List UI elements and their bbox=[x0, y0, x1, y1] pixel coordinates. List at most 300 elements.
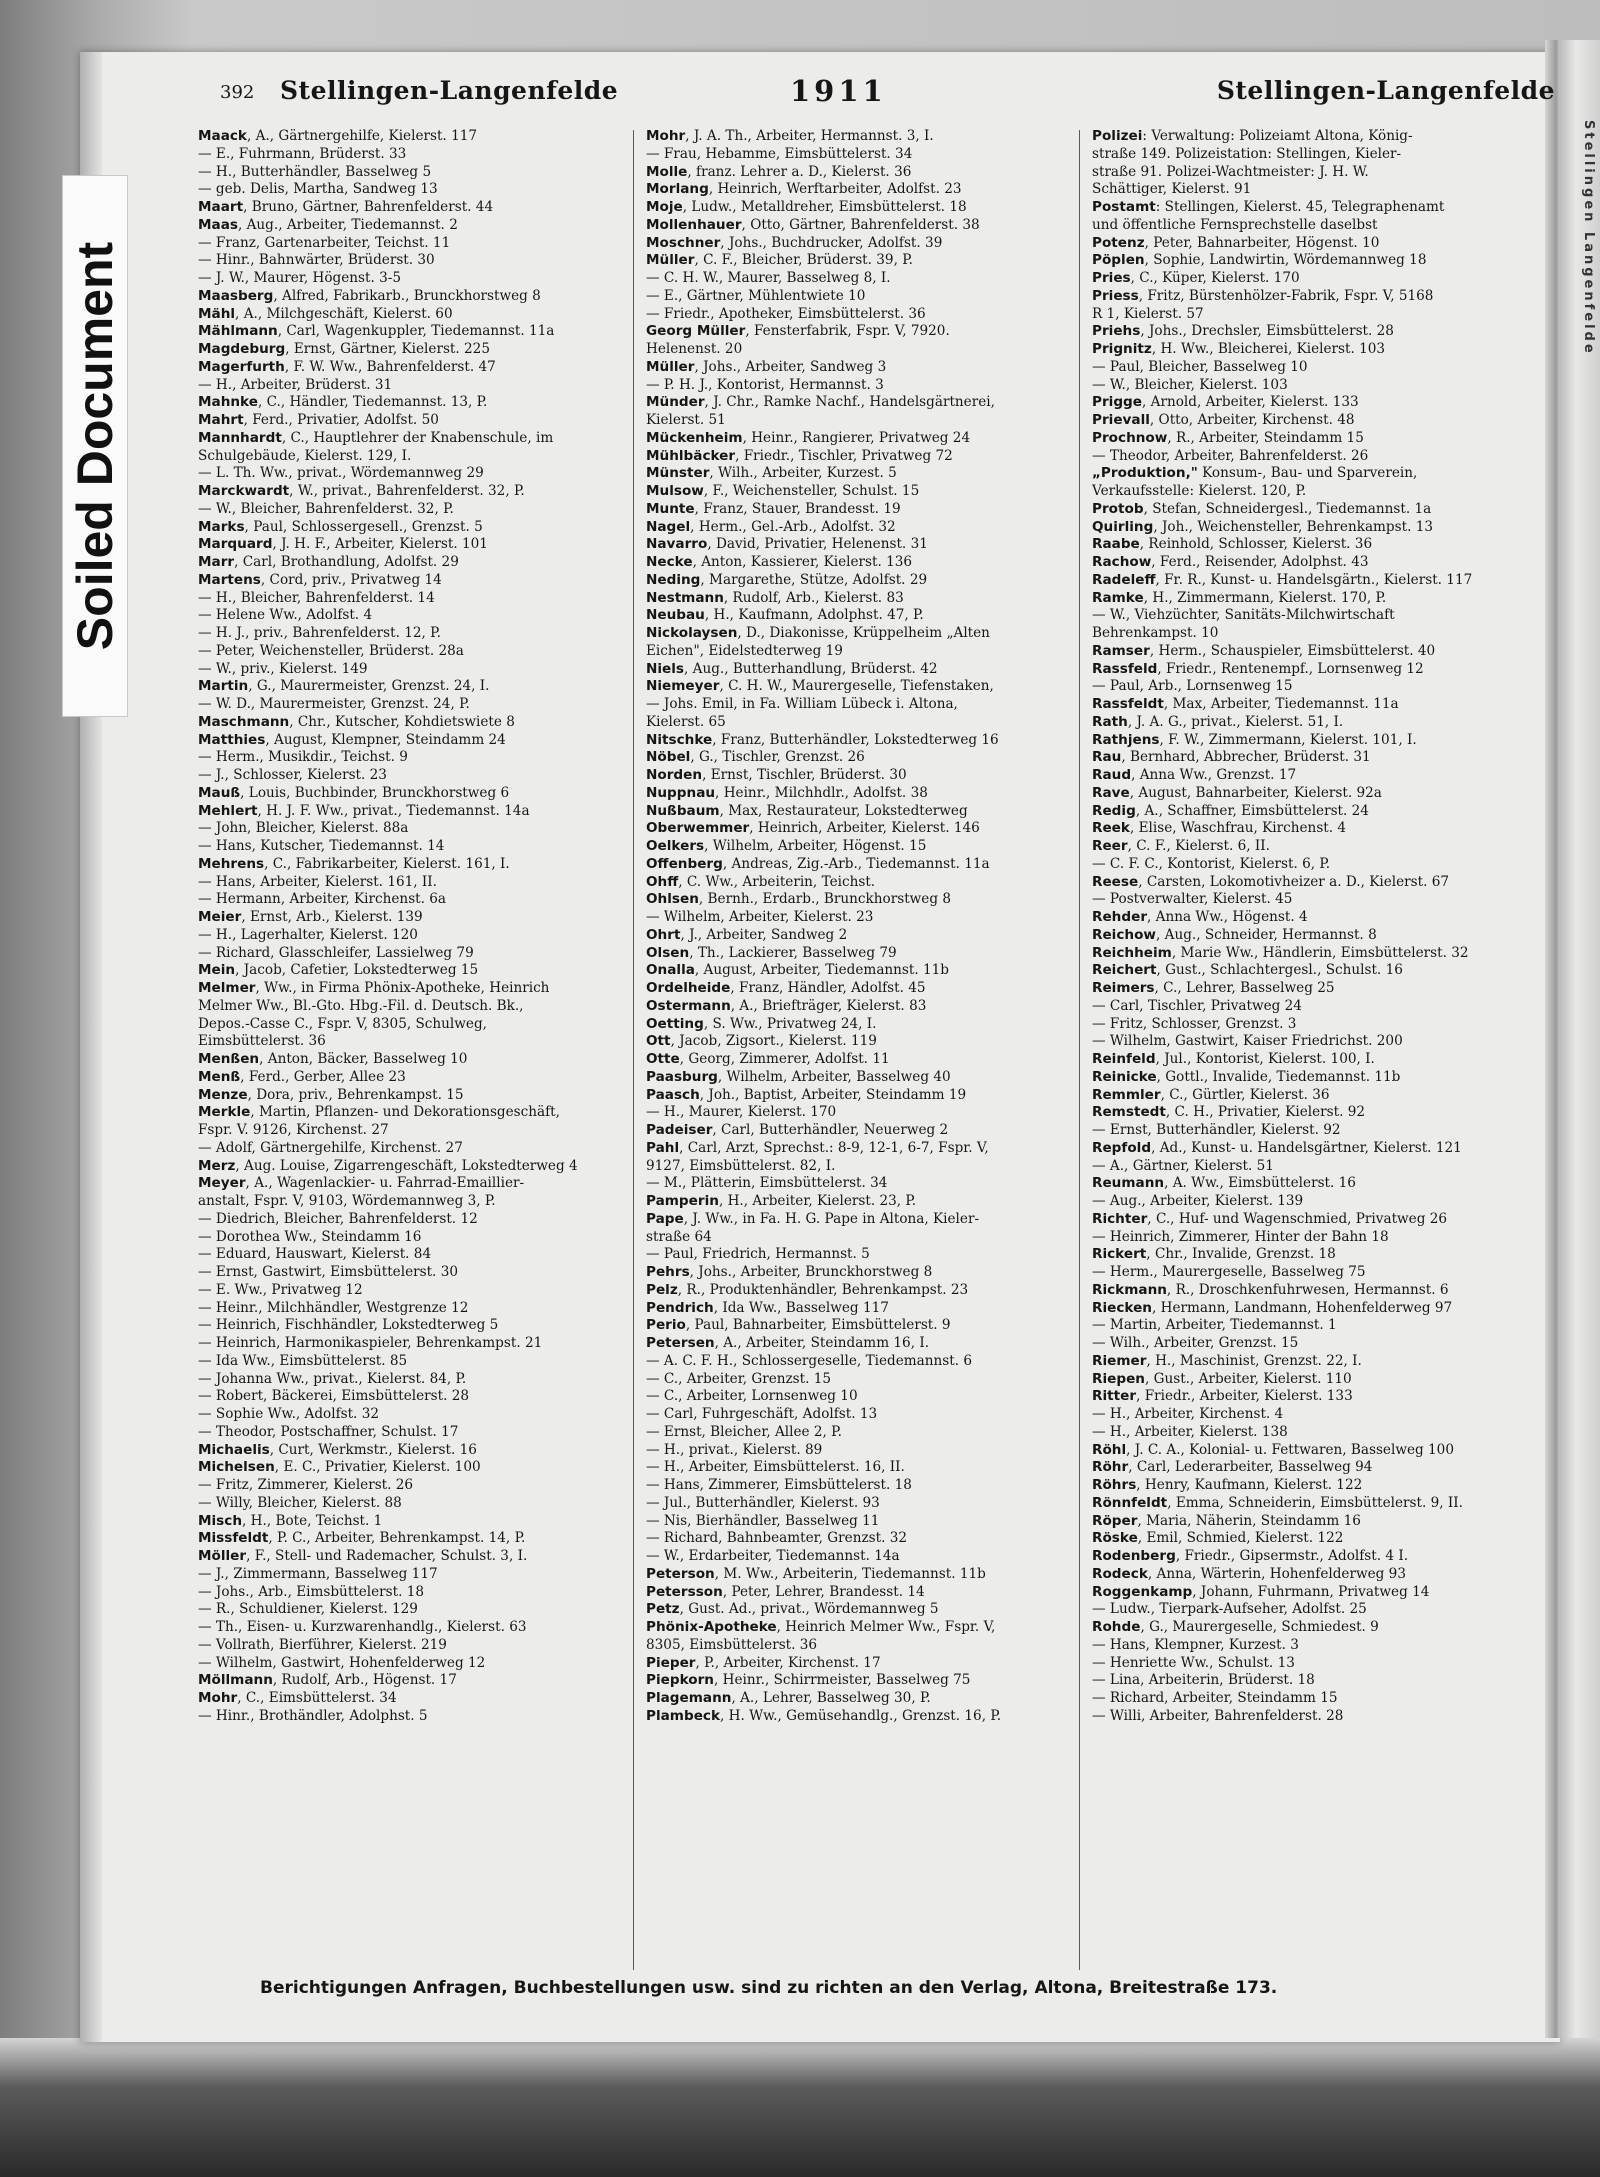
entry-details: — geb. Delis, Martha, Sandweg 13 bbox=[198, 181, 438, 198]
directory-entry bbox=[646, 1672, 1066, 1690]
directory-entry bbox=[646, 714, 1066, 732]
entry-details: , Wilh., Arbeiter, Kurzest. 5 bbox=[709, 465, 897, 482]
entry-surname: Petz bbox=[646, 1601, 680, 1618]
entry-details: , A., Milchgeschäft, Kielerst. 60 bbox=[235, 305, 453, 322]
directory-entry bbox=[198, 714, 620, 732]
entry-surname: Reinfeld bbox=[1092, 1051, 1156, 1067]
directory-entry bbox=[1092, 1530, 1512, 1548]
directory-entry bbox=[646, 661, 1066, 679]
directory-entry bbox=[1092, 1087, 1512, 1105]
entry-surname: Ostermann bbox=[646, 997, 731, 1014]
entry-details: , C. Ww., Arbeiterin, Teichst. bbox=[678, 873, 876, 890]
directory-entry bbox=[646, 678, 1066, 696]
directory-entry bbox=[646, 1619, 1066, 1637]
entry-details: , Ad., Kunst- u. Handelsgärtner, Kielerst. 121 bbox=[1151, 1139, 1462, 1156]
entry-surname: Magdeburg bbox=[198, 341, 286, 357]
entry-details: Eichen", Eidelstedterweg 19 bbox=[646, 642, 843, 659]
entry-details: — H., Arbeiter, Kielerst. 138 bbox=[1092, 1423, 1288, 1440]
directory-column-1 bbox=[198, 128, 620, 1978]
entry-surname: Redig bbox=[1092, 802, 1136, 819]
directory-entry bbox=[646, 536, 1066, 554]
directory-entry bbox=[1092, 1601, 1512, 1619]
entry-details: , J. C. A., Kolonial- u. Fettwaren, Basselweg 100 bbox=[1126, 1441, 1454, 1458]
directory-entry bbox=[1092, 554, 1512, 572]
entry-details: R 1, Kielerst. 57 bbox=[1092, 305, 1204, 322]
entry-surname: Niemeyer bbox=[646, 678, 720, 695]
directory-entry bbox=[1092, 1246, 1512, 1264]
entry-surname: Münster bbox=[646, 465, 710, 482]
entry-surname: Maasberg bbox=[198, 287, 274, 304]
entry-surname: Röper bbox=[1092, 1512, 1138, 1529]
directory-entry bbox=[198, 199, 620, 217]
entry-surname: Reumann bbox=[1092, 1175, 1165, 1192]
entry-details: , D., Diakonisse, Krüppelheim „Alten bbox=[737, 625, 990, 641]
entry-details: , Johann, Fuhrmann, Privatweg 14 bbox=[1192, 1583, 1430, 1600]
directory-entry bbox=[198, 661, 620, 679]
directory-entry bbox=[198, 554, 620, 572]
entry-details: , Gust. Ad., privat., Wördemannweg 5 bbox=[679, 1601, 939, 1618]
directory-entry bbox=[1092, 501, 1512, 519]
column-divider bbox=[633, 130, 634, 1970]
directory-entry bbox=[1092, 1069, 1512, 1087]
directory-entry bbox=[1092, 590, 1512, 608]
entry-surname: Paasch bbox=[646, 1086, 700, 1103]
entry-surname: Mählmann bbox=[198, 323, 278, 340]
directory-entry bbox=[198, 341, 620, 359]
directory-entry bbox=[1092, 607, 1512, 625]
directory-entry bbox=[646, 128, 1066, 146]
directory-entry bbox=[1092, 661, 1512, 679]
entry-surname: Nestmann bbox=[646, 589, 724, 606]
entry-surname: Ott bbox=[646, 1033, 671, 1050]
directory-entry bbox=[1092, 128, 1512, 146]
entry-surname: Prigge bbox=[1092, 394, 1143, 411]
entry-surname: Ordelheide bbox=[646, 980, 731, 996]
directory-entry bbox=[646, 1158, 1066, 1176]
entry-details: — Robert, Bäckerei, Eimsbüttelerst. 28 bbox=[198, 1388, 470, 1405]
entry-details: — Ludw., Tierpark-Aufseher, Adolfst. 25 bbox=[1092, 1601, 1367, 1618]
entry-details: , Johs., Arbeiter, Brunckhorstweg 8 bbox=[689, 1264, 933, 1280]
directory-entry bbox=[646, 1033, 1066, 1051]
directory-entry bbox=[198, 252, 620, 270]
directory-entry bbox=[198, 465, 620, 483]
directory-entry bbox=[1092, 696, 1512, 714]
entry-surname: Reichert bbox=[1092, 962, 1157, 979]
directory-entry bbox=[646, 909, 1066, 927]
directory-entry bbox=[198, 1069, 620, 1087]
entry-details: — Herm., Musikdir., Teichst. 9 bbox=[198, 749, 408, 766]
entry-details: — Wilhelm, Gastwirt, Kaiser Friedrichst. 200 bbox=[1092, 1033, 1403, 1050]
entry-surname: Mulsow bbox=[646, 483, 704, 499]
entry-details: — Hermann, Arbeiter, Kirchenst. 6a bbox=[198, 891, 447, 908]
entry-details: Melmer Ww., Bl.-Gto. Hbg.-Fil. d. Deutsch. Bk., bbox=[198, 997, 524, 1014]
directory-entry bbox=[646, 1264, 1066, 1282]
directory-entry bbox=[646, 181, 1066, 199]
directory-entry bbox=[1092, 980, 1512, 998]
directory-entry bbox=[198, 945, 620, 963]
entry-details: — H. J., priv., Bahrenfelderst. 12, P. bbox=[198, 625, 441, 641]
directory-entry bbox=[198, 377, 620, 395]
directory-entry bbox=[198, 1317, 620, 1335]
directory-entry bbox=[198, 1158, 620, 1176]
entry-surname: Riemer bbox=[1092, 1352, 1147, 1369]
entry-surname: Mein bbox=[198, 962, 236, 979]
entry-details: — J. W., Maurer, Högenst. 3-5 bbox=[198, 270, 401, 286]
directory-entry bbox=[198, 1495, 620, 1513]
directory-entry bbox=[198, 1601, 620, 1619]
directory-entry bbox=[1092, 164, 1512, 182]
directory-entry bbox=[646, 1282, 1066, 1300]
entry-details: , Hermann, Landmann, Hohenfelderweg 97 bbox=[1151, 1299, 1453, 1316]
entry-details: , Paul, Bahnarbeiter, Eimsbüttelerst. 9 bbox=[685, 1317, 951, 1334]
entry-details: , C., Lehrer, Basselweg 25 bbox=[1154, 980, 1335, 996]
directory-entry bbox=[646, 448, 1066, 466]
entry-details: , Georg, Zimmerer, Adolfst. 11 bbox=[679, 1051, 890, 1067]
entry-details: — Hans, Arbeiter, Kielerst. 161, II. bbox=[198, 873, 437, 890]
directory-entry bbox=[1092, 1477, 1512, 1495]
entry-surname: Pelz bbox=[646, 1281, 678, 1298]
entry-surname: Martin bbox=[198, 678, 249, 695]
directory-entry bbox=[198, 1637, 620, 1655]
directory-entry bbox=[646, 1495, 1066, 1513]
directory-entry bbox=[1092, 767, 1512, 785]
entry-details: — Ernst, Butterhändler, Kielerst. 92 bbox=[1092, 1122, 1341, 1138]
entry-surname: Mühlbäcker bbox=[646, 447, 736, 464]
entry-surname: Remstedt bbox=[1092, 1104, 1166, 1121]
directory-entry bbox=[198, 1708, 620, 1726]
entry-details: , Alfred, Fabrikarb., Brunckhorstweg 8 bbox=[273, 287, 541, 304]
directory-entry bbox=[646, 1317, 1066, 1335]
entry-surname: Priess bbox=[1092, 287, 1139, 304]
directory-entry bbox=[1092, 1548, 1512, 1566]
directory-entry bbox=[198, 1282, 620, 1300]
entry-surname: Priehs bbox=[1092, 323, 1141, 340]
entry-details: , Otto, Arbeiter, Kirchenst. 48 bbox=[1149, 412, 1355, 428]
directory-entry bbox=[1092, 678, 1512, 696]
directory-entry bbox=[1092, 359, 1512, 377]
directory-entry bbox=[646, 643, 1066, 661]
entry-details: Konsum-, Bau- und Sparverein, bbox=[1197, 465, 1418, 482]
directory-entry bbox=[1092, 465, 1512, 483]
entry-details: — Heinr., Milchhändler, Westgrenze 12 bbox=[198, 1299, 469, 1316]
entry-details: , Aug., Schneider, Hermannst. 8 bbox=[1155, 926, 1377, 943]
entry-details: 9127, Eimsbüttelerst. 82, I. bbox=[646, 1157, 836, 1174]
directory-entry bbox=[646, 1175, 1066, 1193]
entry-surname: Rau bbox=[1092, 749, 1122, 766]
entry-details: — Jul., Butterhändler, Kielerst. 93 bbox=[646, 1494, 880, 1511]
directory-entry bbox=[1092, 1335, 1512, 1353]
entry-details: , Henry, Kaufmann, Kielerst. 122 bbox=[1136, 1477, 1363, 1493]
entry-details: , Th., Lackierer, Basselweg 79 bbox=[689, 944, 897, 961]
directory-entry bbox=[1092, 1282, 1512, 1300]
entry-details: , Anna Ww., Högenst. 4 bbox=[1147, 909, 1308, 925]
page-number: 392 bbox=[220, 82, 255, 103]
directory-entry bbox=[1092, 1229, 1512, 1247]
directory-entry bbox=[646, 1140, 1066, 1158]
directory-entry bbox=[1092, 217, 1512, 235]
directory-entry bbox=[1092, 341, 1512, 359]
entry-surname: Menßen bbox=[198, 1051, 260, 1067]
entry-details: , A., Arbeiter, Steindamm 16, I. bbox=[714, 1335, 930, 1351]
directory-entry bbox=[646, 288, 1066, 306]
entry-surname: Polizei bbox=[1092, 128, 1143, 144]
entry-details: , C. H., Privatier, Kielerst. 92 bbox=[1165, 1104, 1366, 1121]
directory-entry bbox=[198, 1016, 620, 1034]
directory-entry bbox=[198, 696, 620, 714]
entry-details: , Heinrich, Arbeiter, Kielerst. 146 bbox=[749, 820, 980, 837]
directory-entry bbox=[646, 998, 1066, 1016]
entry-details: , J. Chr., Ramke Nachf., Handelsgärtnerei, bbox=[704, 394, 995, 411]
entry-surname: Reer bbox=[1092, 838, 1128, 854]
entry-details: , J. A. G., privat., Kielerst. 51, I. bbox=[1127, 713, 1344, 730]
entry-details: , Joh., Baptist, Arbeiter, Steindamm 19 bbox=[699, 1086, 967, 1103]
entry-surname: Reinicke bbox=[1092, 1068, 1157, 1085]
entry-surname: Phönix-Apotheke bbox=[646, 1619, 777, 1635]
entry-details: , Gust., Arbeiter, Kielerst. 110 bbox=[1144, 1370, 1352, 1387]
directory-entry bbox=[198, 1122, 620, 1140]
directory-entry bbox=[1092, 1690, 1512, 1708]
entry-surname: Rassfeldt bbox=[1092, 696, 1164, 712]
directory-entry bbox=[1092, 1637, 1512, 1655]
entry-surname: Rickert bbox=[1092, 1246, 1147, 1263]
directory-entry bbox=[198, 501, 620, 519]
entry-surname: Oberwemmer bbox=[646, 820, 750, 837]
directory-entry bbox=[1092, 1406, 1512, 1424]
directory-entry bbox=[646, 199, 1066, 217]
entry-details: Depos.-Casse C., Fspr. V, 8305, Schulweg, bbox=[198, 1015, 487, 1032]
directory-entry bbox=[1092, 1459, 1512, 1477]
entry-surname: Remmler bbox=[1092, 1086, 1161, 1103]
directory-entry bbox=[1092, 909, 1512, 927]
entry-details: — Helene Ww., Adolfst. 4 bbox=[198, 607, 373, 624]
directory-entry bbox=[646, 856, 1066, 874]
entry-surname: Piepkorn bbox=[646, 1672, 714, 1689]
entry-surname: Marks bbox=[198, 518, 245, 535]
entry-surname: Prievall bbox=[1092, 412, 1150, 428]
entry-surname: Munte bbox=[646, 500, 695, 517]
directory-entry bbox=[1092, 199, 1512, 217]
entry-details: , C., Händler, Tiedemannst. 13, P. bbox=[257, 394, 488, 411]
entry-surname: Peterson bbox=[646, 1565, 715, 1582]
entry-details: — A., Gärtner, Kielerst. 51 bbox=[1092, 1157, 1274, 1174]
directory-entry bbox=[198, 767, 620, 785]
entry-details: Schulgebäude, Kielerst. 129, I. bbox=[198, 447, 412, 464]
directory-entry bbox=[646, 394, 1066, 412]
entry-details: 8305, Eimsbüttelerst. 36 bbox=[646, 1636, 818, 1653]
directory-entry bbox=[646, 767, 1066, 785]
entry-details: : Verwaltung: Polizeiamt Altona, König- bbox=[1142, 128, 1413, 144]
entry-details: , A., Wagenlackier- u. Fahrrad-Emaillier- bbox=[245, 1175, 525, 1192]
entry-surname: Roggenkamp bbox=[1092, 1583, 1193, 1600]
entry-surname: Pamperin bbox=[646, 1193, 719, 1209]
directory-entry bbox=[1092, 643, 1512, 661]
directory-column-2 bbox=[646, 128, 1066, 1978]
entry-surname: Matthies bbox=[198, 731, 266, 748]
directory-entry bbox=[1092, 1353, 1512, 1371]
entry-details: , A., Schaffner, Eimsbüttelerst. 24 bbox=[1135, 802, 1369, 819]
directory-entry bbox=[1092, 998, 1512, 1016]
entry-surname: Offenberg bbox=[646, 855, 723, 872]
directory-entry bbox=[646, 1016, 1066, 1034]
directory-entry bbox=[646, 1655, 1066, 1673]
directory-entry bbox=[646, 572, 1066, 590]
entry-surname: Prignitz bbox=[1092, 341, 1152, 357]
entry-details: , H., Bote, Teichst. 1 bbox=[242, 1512, 383, 1529]
entry-details: , August, Klempner, Steindamm 24 bbox=[265, 731, 506, 748]
entry-details: — C. H. W., Maurer, Basselweg 8, I. bbox=[646, 270, 891, 286]
entry-surname: Marquard bbox=[198, 536, 273, 553]
entry-details: — Henriette Ww., Schulst. 13 bbox=[1092, 1654, 1295, 1671]
directory-entry bbox=[646, 341, 1066, 359]
entry-details: — Johs., Arb., Eimsbüttelerst. 18 bbox=[198, 1583, 425, 1600]
entry-details: , H. J. F. Ww., privat., Tiedemannst. 14a bbox=[257, 802, 530, 819]
entry-surname: Melmer bbox=[198, 980, 256, 996]
entry-details: , R., Produktenhändler, Behrenkampst. 23 bbox=[677, 1281, 969, 1298]
entry-details: — W., Bleicher, Bahrenfelderst. 32, P. bbox=[198, 500, 454, 517]
directory-entry bbox=[1092, 572, 1512, 590]
entry-details: , Fritz, Bürstenhölzer-Fabrik, Fspr. V, 5168 bbox=[1138, 287, 1434, 304]
entry-details: , Ferd., Gerber, Allee 23 bbox=[240, 1068, 406, 1085]
entry-details: , A., Lehrer, Basselweg 30, P. bbox=[731, 1690, 931, 1706]
directory-entry bbox=[198, 128, 620, 146]
entry-surname: Protob bbox=[1092, 500, 1144, 517]
entry-details: — Postverwalter, Kielerst. 45 bbox=[1092, 891, 1293, 908]
entry-surname: Rohde bbox=[1092, 1619, 1141, 1635]
entry-surname: Neubau bbox=[646, 607, 705, 624]
entry-details: , Heinr., Rangierer, Privatweg 24 bbox=[742, 429, 971, 446]
directory-entry bbox=[646, 1566, 1066, 1584]
directory-entry bbox=[646, 1548, 1066, 1566]
entry-details: — J., Zimmermann, Basselweg 117 bbox=[198, 1565, 438, 1582]
entry-details: , J. H. F., Arbeiter, Kielerst. 101 bbox=[272, 536, 488, 553]
directory-entry bbox=[1092, 1672, 1512, 1690]
entry-surname: Reichheim bbox=[1092, 944, 1172, 961]
directory-entry bbox=[198, 1619, 620, 1637]
entry-details: — W., Bleicher, Kielerst. 103 bbox=[1092, 376, 1288, 393]
directory-entry bbox=[198, 306, 620, 324]
entry-surname: Mahrt bbox=[198, 412, 244, 428]
entry-surname: Prochnow bbox=[1092, 429, 1168, 446]
soiled-document-stamp bbox=[62, 175, 128, 717]
directory-entry bbox=[198, 998, 620, 1016]
entry-details: Schättiger, Kielerst. 91 bbox=[1092, 181, 1252, 198]
entry-details: , Max, Arbeiter, Tiedemannst. 11a bbox=[1163, 696, 1399, 712]
entry-surname: Mohr bbox=[646, 128, 686, 144]
directory-entry bbox=[198, 1264, 620, 1282]
publisher-footer: Berichtigungen Anfragen, Buchbestellungen usw. sind zu richten an den Verlag, Altona, Breitestraße 173. bbox=[260, 1978, 1278, 1998]
directory-entry bbox=[646, 1513, 1066, 1531]
entry-surname: Oelkers bbox=[646, 838, 705, 854]
entry-details: , Carl, Butterhändler, Neuerweg 2 bbox=[712, 1122, 949, 1138]
entry-details: , C., Huf- und Wagenschmied, Privatweg 26 bbox=[1147, 1210, 1448, 1227]
entry-details: , G., Maurermeister, Grenzst. 24, I. bbox=[248, 678, 490, 695]
directory-entry bbox=[198, 1211, 620, 1229]
entry-details: , Heinrich, Werftarbeiter, Adolfst. 23 bbox=[708, 181, 962, 198]
entry-details: — C., Arbeiter, Grenzst. 15 bbox=[646, 1370, 832, 1387]
directory-entry bbox=[198, 1548, 620, 1566]
entry-surname: Molle bbox=[646, 163, 688, 180]
directory-entry bbox=[646, 501, 1066, 519]
entry-details: , Bruno, Gärtner, Bahrenfelderst. 44 bbox=[243, 199, 494, 215]
directory-entry bbox=[198, 1140, 620, 1158]
directory-entry bbox=[1092, 625, 1512, 643]
entry-surname: Riepen bbox=[1092, 1370, 1145, 1387]
entry-details: — Hans, Zimmerer, Eimsbüttelerst. 18 bbox=[646, 1477, 912, 1493]
entry-details: , Emma, Schneiderin, Eimsbüttelerst. 9, II. bbox=[1167, 1494, 1463, 1511]
directory-entry bbox=[198, 323, 620, 341]
directory-entry bbox=[198, 430, 620, 448]
entry-details: — John, Bleicher, Kielerst. 88a bbox=[198, 820, 409, 837]
entry-details: — C. F. C., Kontorist, Kielerst. 6, P. bbox=[1092, 855, 1331, 872]
entry-details: straße 149. Polizeistation: Stellingen, Kieler- bbox=[1092, 145, 1402, 162]
entry-details: , Emil, Schmied, Kielerst. 122 bbox=[1137, 1530, 1344, 1547]
column-divider bbox=[1079, 130, 1080, 1970]
entry-surname: Pahl bbox=[646, 1139, 680, 1156]
entry-details: , F. W., Zimmermann, Kielerst. 101, I. bbox=[1159, 731, 1417, 748]
entry-surname: Quirling bbox=[1092, 518, 1154, 535]
entry-surname: Nitschke bbox=[646, 731, 713, 748]
entry-details: — J., Schlosser, Kielerst. 23 bbox=[198, 767, 387, 783]
entry-details: , P. C., Arbeiter, Behrenkampst. 14, P. bbox=[268, 1530, 526, 1547]
entry-details: — Richard, Arbeiter, Steindamm 15 bbox=[1092, 1690, 1338, 1706]
entry-details: — Wilhelm, Arbeiter, Kielerst. 23 bbox=[646, 909, 874, 925]
entry-details: — Eduard, Hauswart, Kielerst. 84 bbox=[198, 1246, 432, 1263]
entry-details: , Herm., Gel.-Arb., Adolfst. 32 bbox=[690, 518, 896, 535]
entry-details: — Vollrath, Bierführer, Kielerst. 219 bbox=[198, 1636, 447, 1653]
directory-entry bbox=[646, 1122, 1066, 1140]
entry-details: — L. Th. Ww., privat., Wördemannweg 29 bbox=[198, 465, 484, 482]
entry-details: — M., Plätterin, Eimsbüttelerst. 34 bbox=[646, 1175, 888, 1192]
entry-details: — Hans, Kutscher, Tiedemannst. 14 bbox=[198, 838, 445, 854]
entry-details: , R., Droschkenfuhrwesen, Hermannst. 6 bbox=[1166, 1281, 1449, 1298]
entry-surname: Niels bbox=[646, 660, 685, 677]
directory-entry bbox=[1092, 377, 1512, 395]
directory-entry bbox=[1092, 1193, 1512, 1211]
entry-surname: Nußbaum bbox=[646, 802, 720, 819]
entry-details: , C., Eimsbüttelerst. 34 bbox=[237, 1690, 397, 1706]
directory-entry bbox=[198, 927, 620, 945]
entry-surname: Rehder bbox=[1092, 909, 1148, 925]
header-year: 1911 bbox=[790, 74, 887, 108]
entry-surname: Maack bbox=[198, 128, 247, 144]
directory-entry bbox=[646, 945, 1066, 963]
entry-surname: Ohlsen bbox=[646, 891, 699, 908]
entry-surname: Rave bbox=[1092, 784, 1130, 801]
directory-entry bbox=[198, 678, 620, 696]
directory-entry bbox=[646, 1069, 1066, 1087]
directory-entry bbox=[1092, 891, 1512, 909]
entry-details: , Chr., Kutscher, Kohdietswiete 8 bbox=[289, 713, 515, 730]
entry-details: , Herm., Schauspieler, Eimsbüttelerst. 40 bbox=[1149, 642, 1436, 659]
entry-surname: Navarro bbox=[646, 536, 708, 553]
entry-details: — E., Fuhrmann, Brüderst. 33 bbox=[198, 145, 407, 162]
entry-details: , Ernst, Tischler, Brüderst. 30 bbox=[702, 767, 907, 783]
entry-details: Eimsbüttelerst. 36 bbox=[198, 1033, 326, 1050]
directory-entry bbox=[198, 1087, 620, 1105]
entry-surname: Richter bbox=[1092, 1210, 1148, 1227]
entry-details: , C. H. W., Maurergeselle, Tiefenstaken, bbox=[719, 678, 994, 695]
entry-details: und öffentliche Fernsprechstelle daselbst bbox=[1092, 216, 1378, 233]
entry-surname: Perio bbox=[646, 1317, 686, 1334]
entry-details: — Ida Ww., Eimsbüttelerst. 85 bbox=[198, 1352, 408, 1369]
entry-surname: Mehlert bbox=[198, 802, 258, 819]
entry-surname: Michelsen bbox=[198, 1459, 275, 1476]
directory-entry bbox=[1092, 1317, 1512, 1335]
entry-surname: Rachow bbox=[1092, 554, 1152, 570]
entry-details: — Carl, Tischler, Privatweg 24 bbox=[1092, 997, 1302, 1014]
entry-details: — Aug., Arbeiter, Kielerst. 139 bbox=[1092, 1193, 1304, 1209]
directory-entry bbox=[1092, 856, 1512, 874]
